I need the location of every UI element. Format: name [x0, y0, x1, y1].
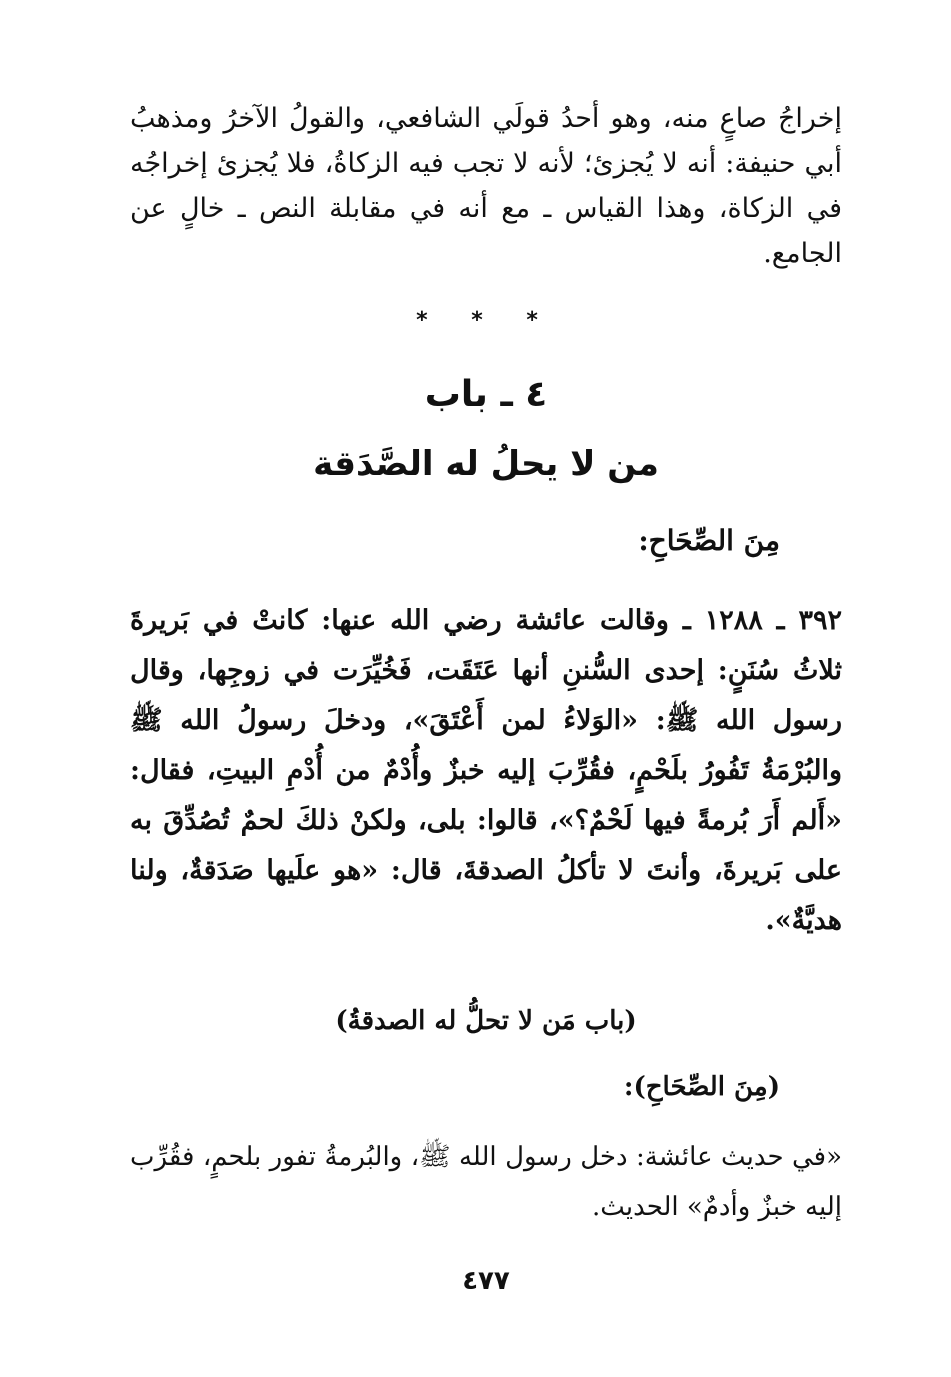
- book-page: [130, 96, 842, 1336]
- commentary-source-label: (مِنَ الصِّحَاحِ):: [623, 1072, 780, 1102]
- section-separator: * * *: [416, 308, 556, 333]
- hadith-text: وقالت عائشة رضي الله عنها: كانتْ في بَريرةَ ثلاثُ سُنَنٍ: إحدى السُّننِ أنها عَتَقَت، فَخُيِّرَت في زوجِها، وقال رسول الله ﷺ: «الوَلاءُ لمن أَعْتَقَ»، ودخلَ رسولُ الله ﷺ والبُرْمَةُ تَفُورُ بلَحْمٍ، فقُرِّبَ إليه خبزٌ وأُدْمٌ من أُدْمِ البيتِ، فقال: «أَلم أَرَ بُرمةً فيها لَحْمٌ؟»، قالوا: بلى، ولكنْ ذلكَ لحمٌ تُصُدِّقَ به على بَريرةَ، وأنتَ لا تأكلُ الصدقةَ، قال: «هو علَيها صَدَقةٌ، ولنا هديَّةٌ».: [130, 605, 842, 936]
- page-number: ٤٧٧: [462, 1266, 510, 1296]
- intro-paragraph: إخراجُ صاعٍ منه، وهو أحدُ قولَي الشافعي، والقولُ الآخرُ ومذهبُ أبي حنيفة: أنه لا يُجزئ؛ لأنه لا تجب فيه الزكاةُ، فلا يُجزئ إخراجُه في الزكاة، وهذا القياس ـ مع أنه في مقابلة النص ـ خالٍ عن الجامع.: [130, 103, 842, 269]
- commentary-chapter-heading: (باب مَن لا تحلُّ له الصدقةُ): [335, 1006, 637, 1036]
- chapter-number: ٤ ـ باب: [424, 374, 548, 415]
- chapter-title: من لا يحلُ له الصَّدَقة: [313, 444, 659, 484]
- source-label: مِنَ الصِّحَاحِ:: [638, 524, 780, 557]
- hadith-paragraph: [130, 596, 842, 946]
- commentary-paragraph: «في حديث عائشة: دخل رسول الله ﷺ، والبُرمةُ تفور بلحمٍ، فقُرِّب إليه خبزٌ وأدمٌ» الحديث.: [130, 1142, 842, 1222]
- hadith-number: ٣٩٢ ـ ١٢٨٨ ـ: [682, 605, 843, 636]
